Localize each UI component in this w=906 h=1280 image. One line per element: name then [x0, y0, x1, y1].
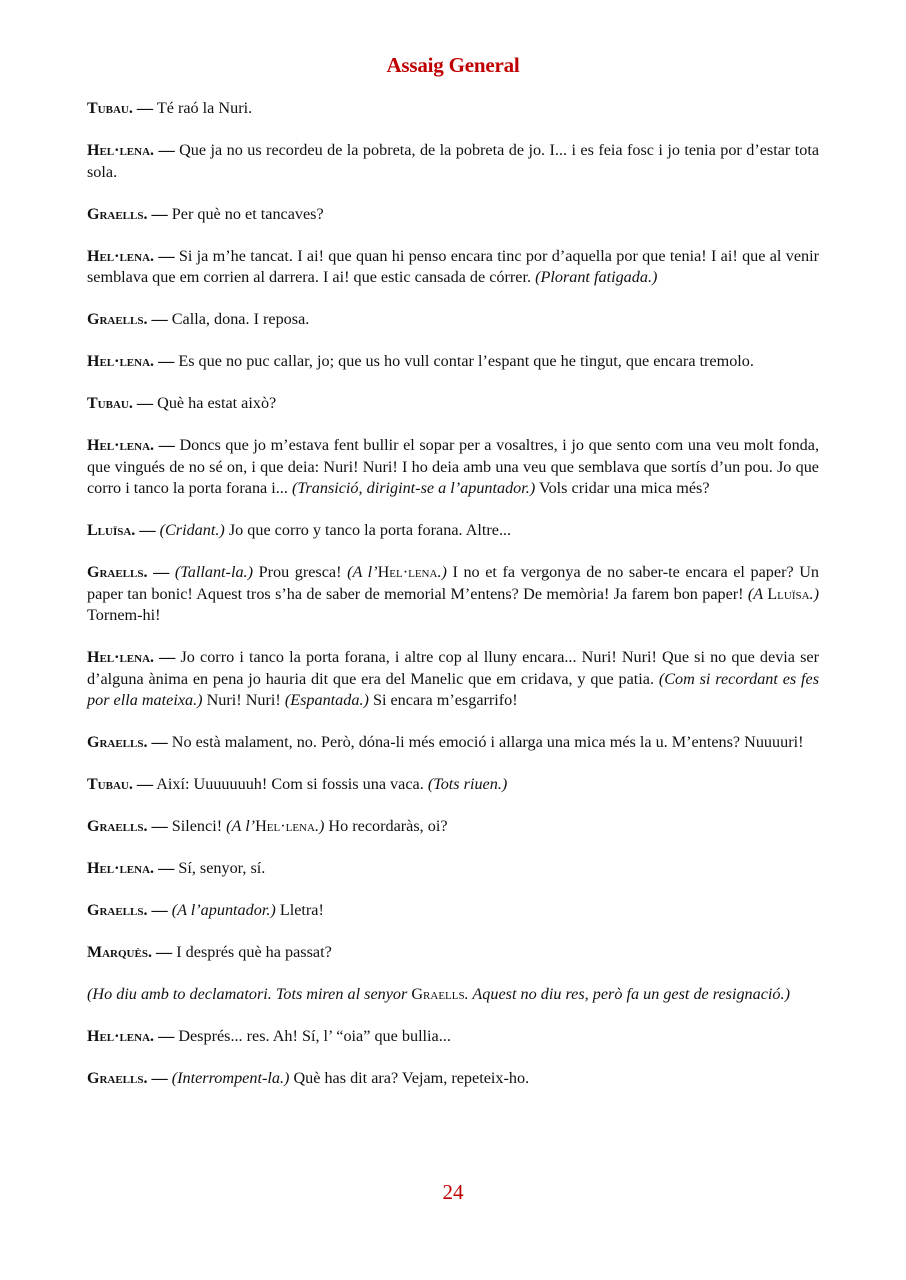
speaker-name: Graells. — [87, 311, 148, 328]
stage-direction-text: (Plorant fatigada.) — [535, 268, 658, 286]
speech-text: Es que no puc callar, jo; que us ho vull contar l’espant que he tingut, que encara tremolo. — [178, 352, 754, 370]
stage-direction-text: (Ho diu amb to declamatori. Tots miren al senyor — [87, 985, 412, 1003]
em-dash: — — [158, 859, 175, 877]
stage-direction-text: .) — [314, 817, 325, 835]
stage-direction-text: (A l’ — [347, 563, 378, 581]
speech-text: Té raó la Nuri. — [156, 99, 253, 117]
em-dash: — — [158, 141, 175, 159]
speaker-name: Graells. — [87, 902, 148, 919]
speech-text: Lletra! — [275, 901, 324, 919]
em-dash: — — [151, 901, 168, 919]
em-dash: — — [159, 648, 176, 666]
speech-text: Jo corro i tanco la porta forana, i altre cop al lluny encara... Nuri! Nuri! Que si no que devia ser d’alguna ànima en pena jo hauria dit que era del Manelic que em cridava, y que patia. — [87, 648, 819, 688]
speech-text: Que ja no us recordeu de la pobreta, de la pobreta de jo. I... i es feia fosc i jo tenia por d’estar tota sola. — [87, 141, 820, 181]
em-dash: — — [153, 563, 170, 581]
stage-direction-text: (A l’ — [226, 817, 256, 835]
speaker-name: Graells. — [87, 1070, 148, 1087]
em-dash: — — [158, 436, 175, 454]
em-dash: — — [151, 817, 168, 835]
em-dash: — — [136, 394, 154, 412]
speech-text: No està malament, no. Però, dóna-li més emoció i allarga una mica més la u. M’entens? Nuuuuri! — [171, 733, 804, 751]
speaker-name: Hel·lena. — [87, 437, 155, 454]
em-dash: — — [151, 310, 168, 328]
speaker-name: Hel·lena. — [87, 649, 155, 666]
speech-text: Si encara m’esgarrifo! — [368, 691, 518, 709]
character-reference: Lluïsa — [767, 584, 810, 603]
speech-text: Què ha estat això? — [157, 394, 277, 412]
speech-text: Així: Uuuuuuuh! Com si fossis una vaca. — [156, 775, 428, 793]
dialogue-line — [87, 1068, 819, 1090]
em-dash: — — [136, 99, 154, 117]
dialogue-line — [87, 942, 819, 964]
speaker-name: Lluïsa. — [87, 522, 136, 539]
stage-direction-text: (Espantada.) — [284, 691, 369, 709]
dialogue-line — [87, 393, 819, 415]
stage-direction-text: (Tots riuen.) — [427, 775, 508, 793]
speech-text: Si ja m’he tancat. I ai! que quan hi penso encara tinc por d’aquella por que tenia! I ai! que al venir semblava que em corrien al darrera. I ai! que estic cansada de córrer. — [87, 246, 819, 286]
dialogue-line — [87, 98, 819, 120]
speaker-name: Hel·lena. — [87, 247, 155, 265]
stage-direction-text: . Aquest no diu res, però fa un gest de resignació.) — [464, 985, 790, 1003]
speaker-name: Graells. — [87, 564, 148, 581]
dialogue-line — [87, 520, 819, 542]
stage-direction-text: (Cridant.) — [159, 521, 225, 539]
em-dash: — — [158, 1027, 175, 1045]
dialogue-line — [87, 309, 819, 331]
speech-text: Prou gresca! — [252, 563, 348, 581]
speech-text: Jo que corro y tanco la porta forana. Altre... — [224, 521, 512, 539]
em-dash: — — [139, 521, 156, 539]
dialogue-line — [87, 246, 819, 289]
dialogue-line — [87, 140, 819, 183]
speaker-name: Graells. — [87, 205, 148, 223]
stage-direction-text: (Transició, dirigint-se a l’apuntador.) — [291, 479, 536, 497]
em-dash: — — [158, 352, 175, 370]
dialogue-line — [87, 1026, 819, 1048]
speaker-name: Hel·lena. — [87, 1028, 155, 1045]
speech-text: Què has dit ara? Vejam, repeteix-ho. — [289, 1069, 530, 1087]
stage-direction-text: (A l’apuntador.) — [171, 901, 276, 919]
dialogue-line — [87, 435, 819, 500]
dialogue-line — [87, 351, 819, 373]
em-dash: — — [136, 775, 154, 793]
page-number: 24 — [442, 1180, 464, 1204]
stage-direction-text: (Interrompent-la.) — [171, 1069, 290, 1087]
stage-direction-text: (Com si recordant es fes por ella mateixa.) — [87, 669, 819, 709]
character-reference: Hel·lena — [255, 817, 315, 835]
speaker-name: Hel·lena. — [87, 142, 155, 159]
speaker-name: Tubau. — [87, 776, 133, 793]
dialogue-line — [87, 900, 819, 922]
dialogue-line — [87, 562, 819, 627]
speech-text: Després... res. Ah! Sí, l’ “oia” que bullia... — [178, 1027, 451, 1045]
stage-direction-text: (A — [747, 584, 768, 603]
stage-direction — [87, 984, 819, 1006]
character-reference: Hel·lena — [377, 563, 438, 581]
speech-text: Sí, senyor, sí. — [178, 859, 266, 877]
speaker-name: Graells. — [87, 818, 148, 835]
page-title: Assaig General — [386, 53, 520, 77]
em-dash: — — [151, 733, 168, 751]
em-dash: — — [156, 943, 173, 961]
dialogue-line — [87, 204, 819, 226]
character-reference: Graells — [411, 985, 465, 1003]
speech-text: I no et fa vergonya de no saber-te encara el paper? Un paper tan bonic! Aquest tros s’ha de saber de memorial M’entens? De memòria! Ja farem bon paper! — [87, 563, 820, 603]
speech-text: Silenci! — [171, 817, 227, 835]
speaker-name: Hel·lena. — [87, 860, 155, 877]
stage-direction-text: .) — [809, 584, 819, 603]
speaker-name: Graells. — [87, 734, 148, 751]
dialogue-line — [87, 774, 819, 796]
em-dash: — — [151, 1069, 168, 1087]
speech-text: Tornem-hi! — [87, 606, 161, 624]
dialogue-line — [87, 816, 819, 838]
speech-text: Doncs que jo m’estava fent bullir el sopar per a vosaltres, i jo que sento com una veu molt fonda, que vingués de no sé on, i que deia: Nuri! Nuri! I ho deia amb una veu que semblava que sortís d’un pou. Jo que corro i tanco la porta forana i... — [87, 436, 819, 497]
dialogue-line — [87, 858, 819, 880]
speech-text: Nuri! Nuri! — [202, 691, 285, 709]
speaker-name: Tubau. — [87, 395, 133, 412]
speech-text: Vols cridar una mica més? — [535, 479, 710, 497]
speaker-name: Hel·lena. — [87, 353, 155, 370]
dialogue-line — [87, 732, 819, 754]
em-dash: — — [158, 246, 175, 265]
speech-text: Ho recordaràs, oi? — [324, 817, 448, 835]
dialogue-line — [87, 647, 819, 712]
stage-direction-text: (Tallant-la.) — [174, 563, 253, 581]
speaker-name: Marquès. — [87, 944, 152, 961]
em-dash: — — [151, 204, 168, 223]
stage-direction-text: .) — [437, 563, 447, 581]
script-body — [87, 98, 819, 1110]
speech-text: Calla, dona. I reposa. — [171, 310, 310, 328]
speech-text: Per què no et tancaves? — [171, 204, 324, 223]
speaker-name: Tubau. — [87, 100, 133, 117]
speech-text: I després què ha passat? — [176, 943, 332, 961]
